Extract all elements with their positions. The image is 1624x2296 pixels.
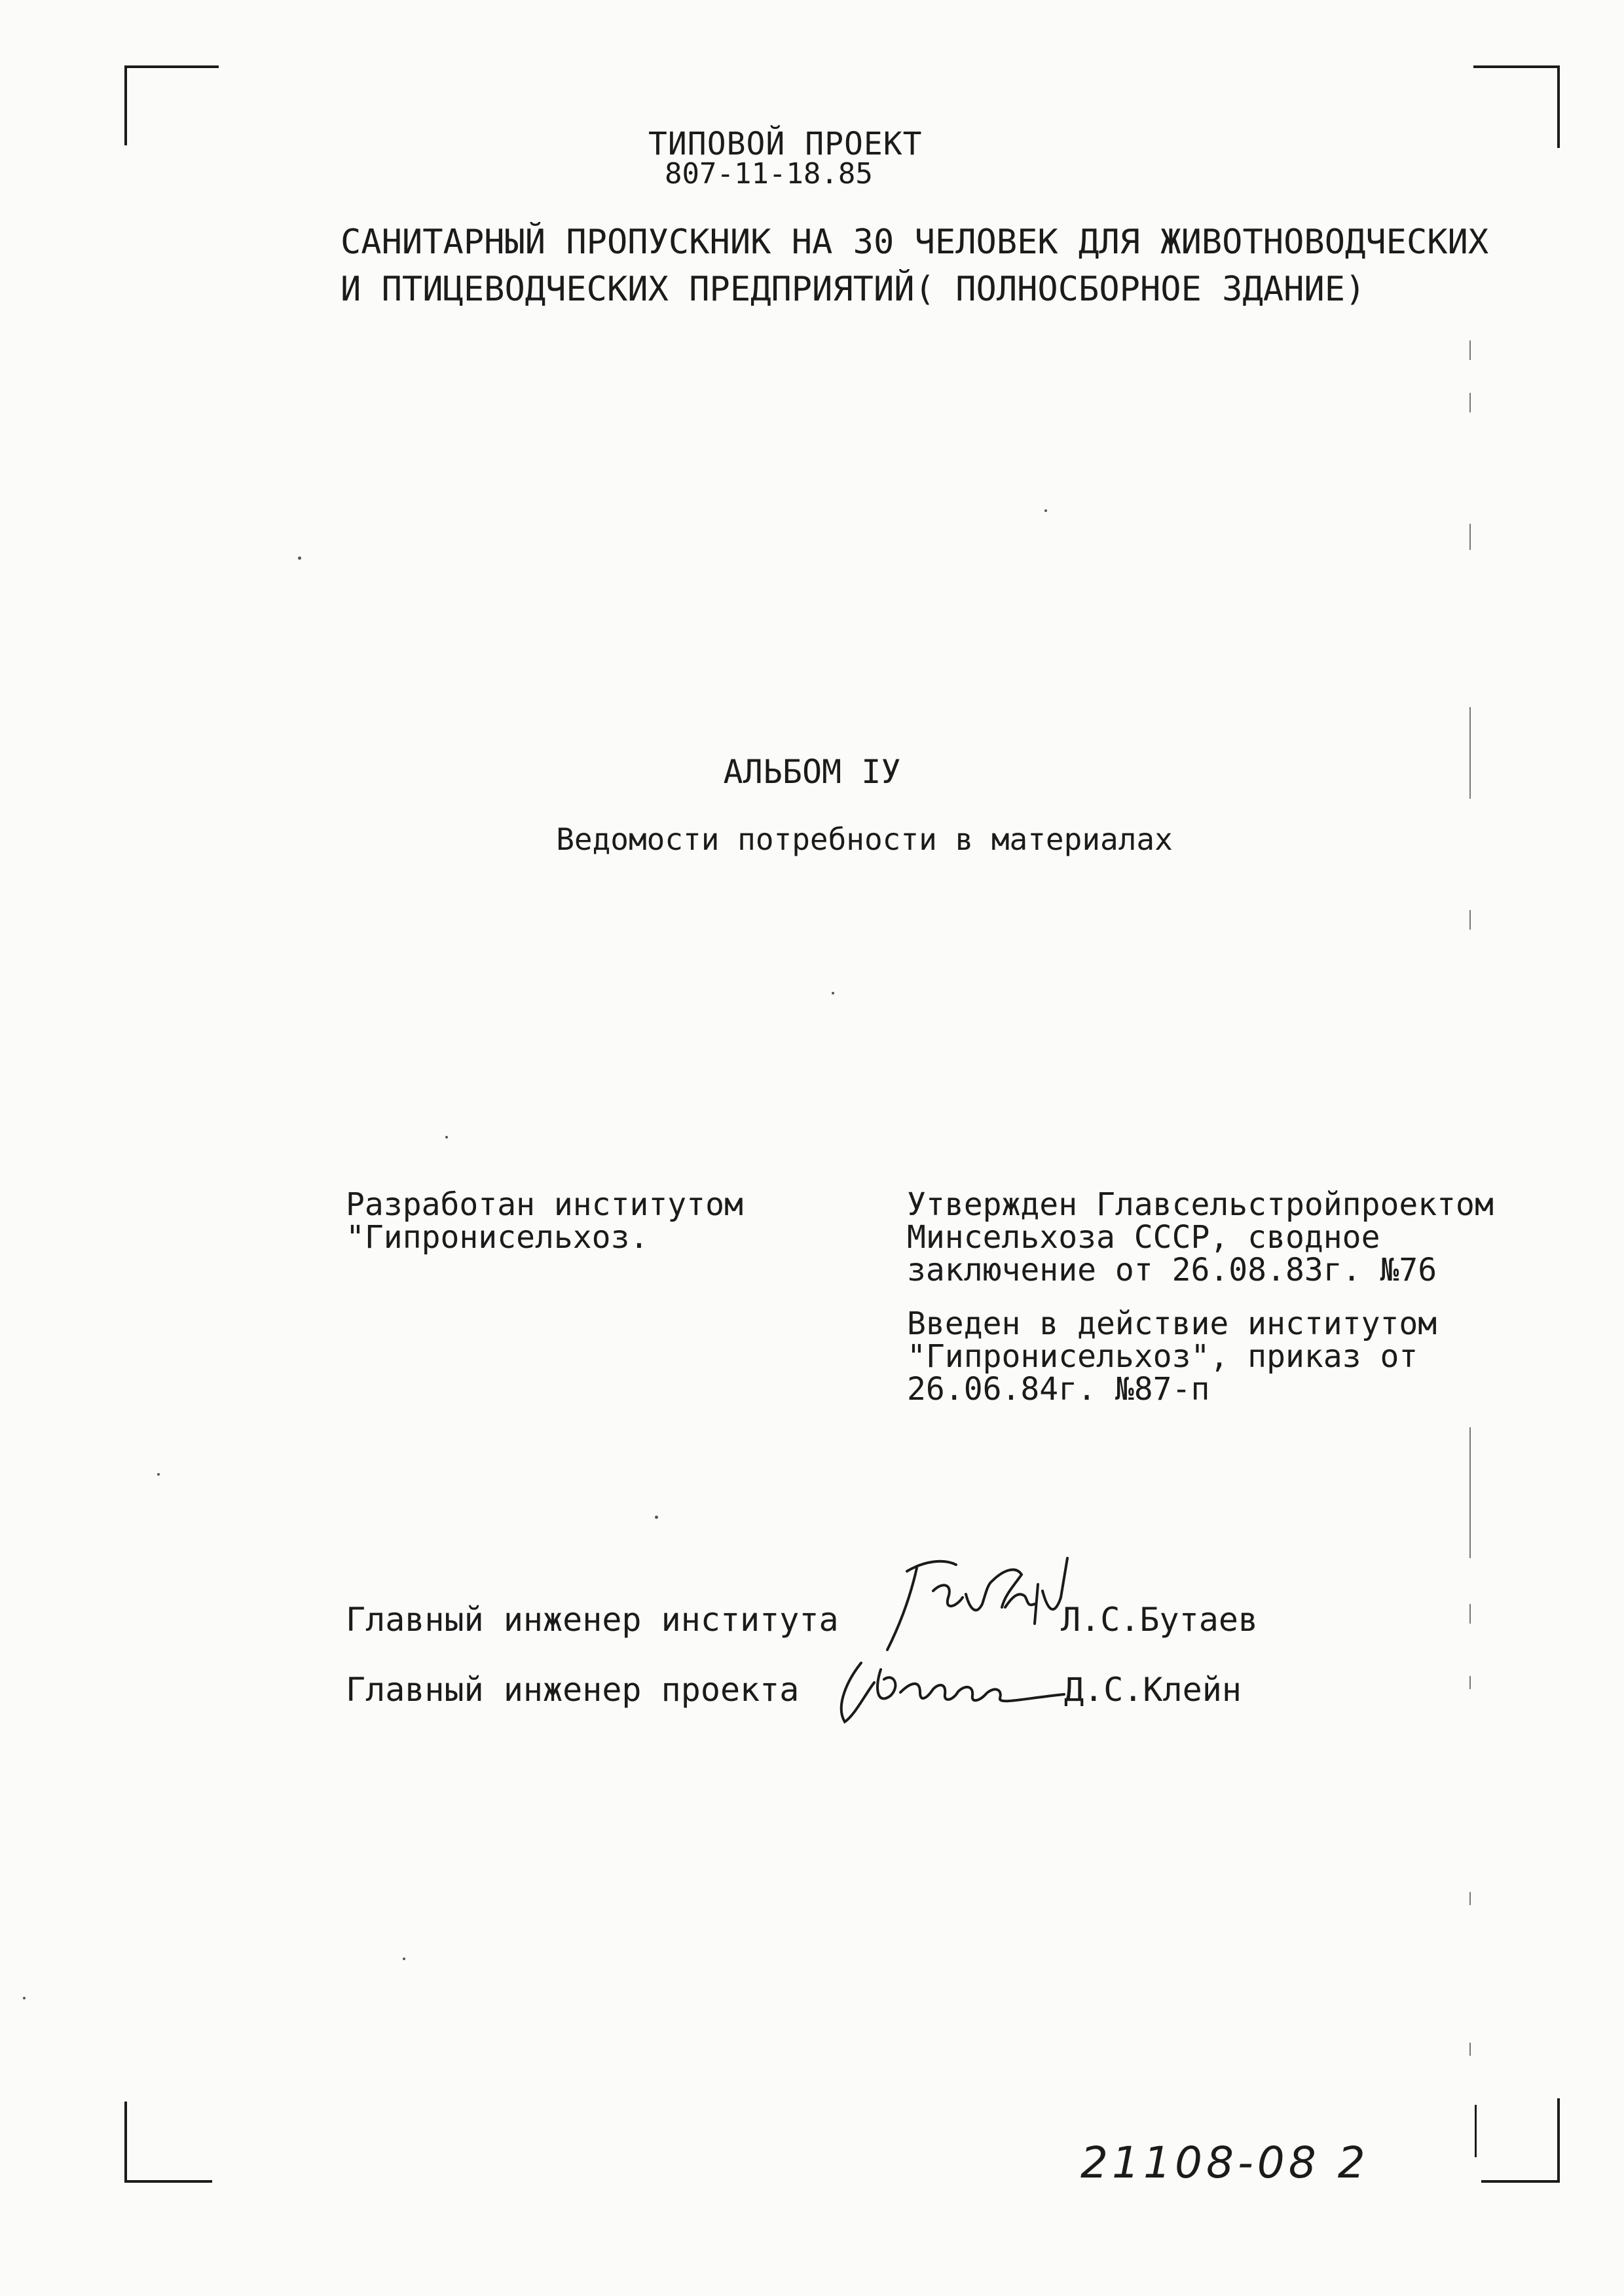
scan-speck bbox=[23, 1997, 26, 1999]
enactment-block bbox=[907, 1307, 1437, 1406]
enactment-line: 26.06.84г. №87-п bbox=[907, 1371, 1210, 1408]
scan-speck bbox=[655, 1516, 658, 1519]
approval-line: Утвержден Главсельстройпроектом bbox=[907, 1186, 1494, 1223]
corner-mark-bottom-right bbox=[1481, 2098, 1560, 2183]
signature-name: Л.С.Бутаев bbox=[1061, 1601, 1259, 1639]
scan-speck bbox=[157, 1473, 160, 1476]
signature-role: Главный инженер проекта bbox=[346, 1671, 800, 1709]
scan-speck bbox=[445, 1136, 448, 1139]
signature-name: Д.С.Клейн bbox=[1064, 1671, 1242, 1709]
enactment-line: Введен в действие институтом bbox=[907, 1305, 1437, 1342]
scan-edge-marks bbox=[1464, 340, 1477, 2108]
scan-speck bbox=[1044, 509, 1047, 512]
handwritten-signature bbox=[871, 1545, 1087, 1656]
scan-speck bbox=[403, 1958, 405, 1960]
approval-line: заключение от 26.08.83г. №76 bbox=[907, 1252, 1437, 1288]
corner-mark-tick bbox=[1475, 2105, 1477, 2157]
corner-mark-top-right bbox=[1473, 65, 1560, 148]
doc-code: 807-11-18.85 bbox=[665, 157, 873, 191]
doc-type: ТИПОВОЙ ПРОЕКТ bbox=[648, 126, 923, 162]
scan-speck bbox=[298, 556, 301, 560]
scan-speck bbox=[832, 992, 834, 994]
album-title: АЛЬБОМ IУ bbox=[723, 753, 901, 791]
approval-line: Минсельхоза СССР, сводное bbox=[907, 1219, 1380, 1256]
enactment-line: "Гипронисельхоз", приказ от bbox=[907, 1338, 1418, 1375]
approval-block bbox=[907, 1188, 1494, 1286]
project-title-line-1: САНИТАРНЫЙ ПРОПУСКНИК НА 30 ЧЕЛОВЕК ДЛЯ ЖИВОТНОВОДЧЕСКИХ bbox=[341, 223, 1489, 262]
project-title-line-2: И ПТИЦЕВОДЧЕСКИХ ПРЕДПРИЯТИЙ( ПОЛНОСБОРНОЕ ЗДАНИЕ) bbox=[341, 270, 1366, 309]
corner-mark-bottom-left bbox=[124, 2102, 212, 2183]
archive-number: 21108-08 2 bbox=[1080, 2138, 1369, 2188]
handwritten-signature bbox=[828, 1643, 1077, 1735]
signature-role: Главный инженер института bbox=[346, 1601, 839, 1639]
developer-line: Разработан институтом bbox=[346, 1186, 743, 1223]
album-subtitle: Ведомости потребности в материалах bbox=[556, 822, 1173, 857]
developer-line: "Гипронисельхоз. bbox=[346, 1219, 649, 1256]
corner-mark-top-left bbox=[124, 65, 219, 145]
developer-block bbox=[346, 1188, 743, 1254]
